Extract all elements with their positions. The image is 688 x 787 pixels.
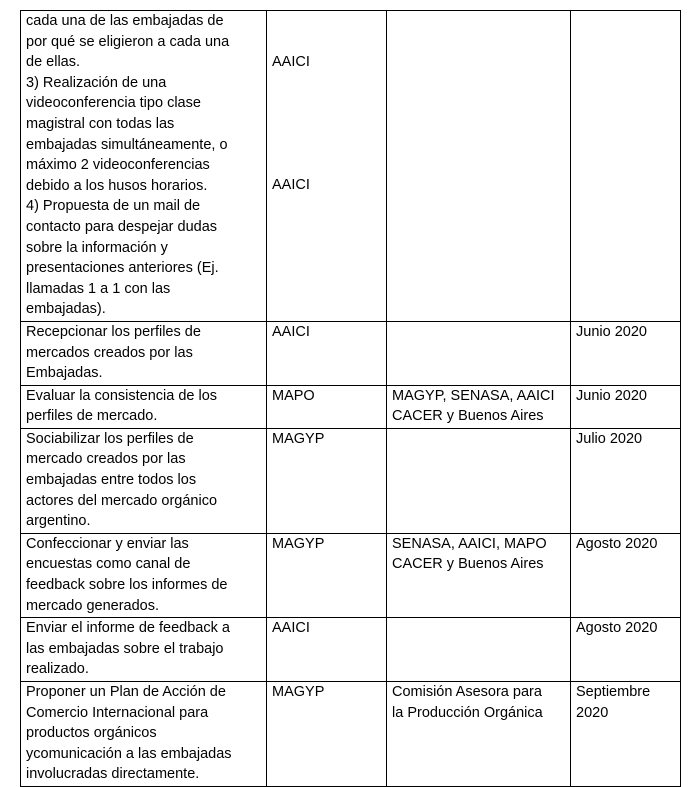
responsible-cell xyxy=(267,11,387,322)
responsible-cell: AAICI xyxy=(267,321,387,385)
table-row xyxy=(21,428,681,533)
participants-cell: SENASA, AAICI, MAPO CACER y Buenos Aires xyxy=(387,533,571,617)
responsible-cell: AAICI xyxy=(267,618,387,682)
action-cell: Proponer un Plan de Acción de Comercio Internacional para productos orgánicos ycomunicación a las embajadas involucradas directamente. xyxy=(21,682,267,787)
responsible-label: AAICI xyxy=(272,176,310,193)
action-cell: Evaluar la consistencia de los perfiles de mercado. xyxy=(21,385,267,428)
responsible-cell: MAGYP xyxy=(267,682,387,787)
action-plan-table xyxy=(20,10,681,787)
action-cell: Confeccionar y enviar las encuestas como canal de feedback sobre los informes de mercado generados. xyxy=(21,533,267,617)
participants-cell: Comisión Asesora para la Producción Orgánica xyxy=(387,682,571,787)
participants-cell xyxy=(387,321,571,385)
participants-cell xyxy=(387,11,571,322)
participants-cell: MAGYP, SENASA, AAICI CACER y Buenos Aires xyxy=(387,385,571,428)
date-cell: Septiembre 2020 xyxy=(571,682,681,787)
date-cell: Julio 2020 xyxy=(571,428,681,533)
participants-cell xyxy=(387,428,571,533)
participants-cell xyxy=(387,618,571,682)
table-row xyxy=(21,11,681,322)
table-row xyxy=(21,618,681,682)
action-cell: cada una de las embajadas de por qué se eligieron a cada una de ellas. 3) Realización de una videoconferencia tipo clase magistral con todas las embajadas simultáneamente, o máximo 2 videoconferencias debido a los husos horarios. 4) Propuesta de un mail de contacto para despejar dudas sobre la información y presentaciones anteriores (Ej. llamadas 1 a 1 con las embajadas). xyxy=(21,11,267,322)
table-row xyxy=(21,321,681,385)
responsible-cell: MAPO xyxy=(267,385,387,428)
action-cell: Enviar el informe de feedback a las embajadas sobre el trabajo realizado. xyxy=(21,618,267,682)
date-cell xyxy=(571,11,681,322)
responsible-cell: MAGYP xyxy=(267,533,387,617)
table-row xyxy=(21,385,681,428)
date-cell: Junio 2020 xyxy=(571,385,681,428)
date-cell: Agosto 2020 xyxy=(571,533,681,617)
date-cell: Junio 2020 xyxy=(571,321,681,385)
responsible-cell: MAGYP xyxy=(267,428,387,533)
action-cell: Recepcionar los perfiles de mercados creados por las Embajadas. xyxy=(21,321,267,385)
table-row xyxy=(21,682,681,787)
date-cell: Agosto 2020 xyxy=(571,618,681,682)
table-row xyxy=(21,533,681,617)
action-cell: Sociabilizar los perfiles de mercado creados por las embajadas entre todos los actores del mercado orgánico argentino. xyxy=(21,428,267,533)
responsible-label: AAICI xyxy=(272,54,310,70)
